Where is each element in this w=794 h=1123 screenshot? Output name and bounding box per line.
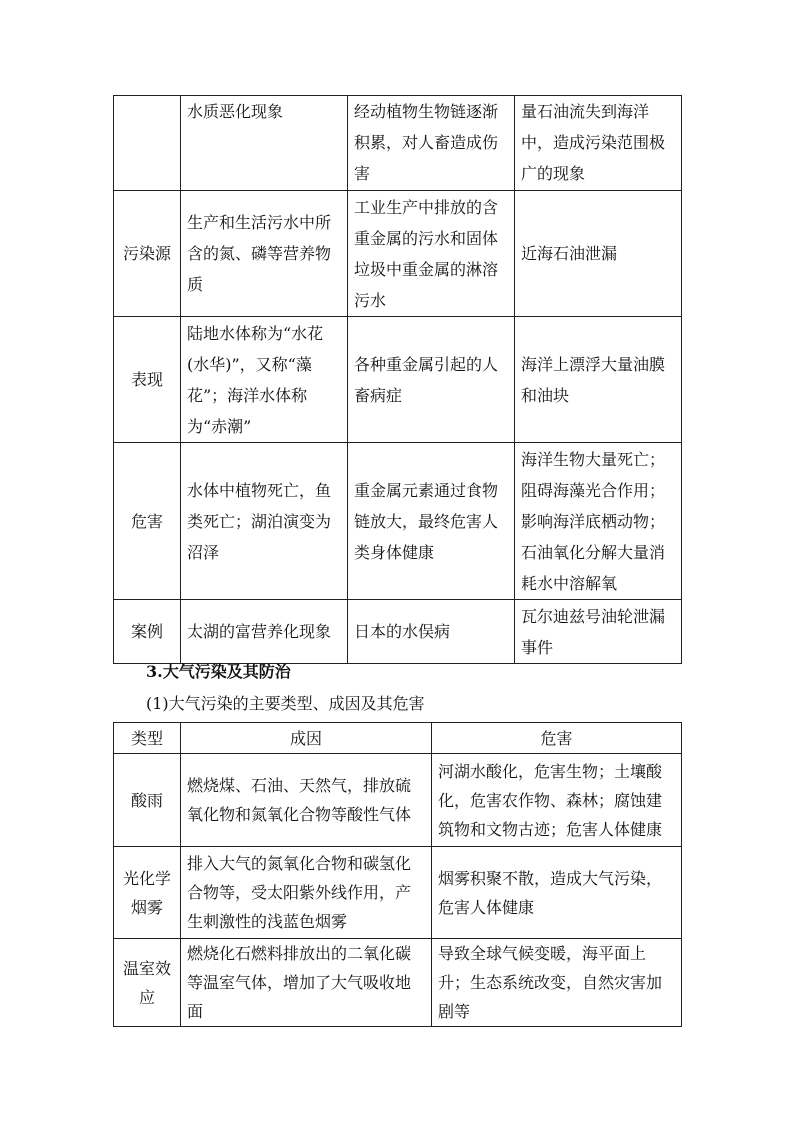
row-label: 危害 — [114, 443, 181, 600]
harm-cell: 导致全球气候变暖，海平面上升；生态系统改变，自然灾害加剧等 — [432, 939, 682, 1027]
heavy-metal-cell: 工业生产中排放的含重金属的污水和固体垃圾中重金属的淋溶污水 — [348, 191, 515, 317]
cause-cell: 燃烧化石燃料排放出的二氧化碳等温室气体，增加了大气吸收地面 — [181, 939, 432, 1027]
row-label: 案例 — [114, 600, 181, 664]
oil-spill-cell: 量石油流失到海洋中，造成污染范围极广的现象 — [515, 96, 682, 191]
harm-cell: 河湖水酸化，危害生物；土壤酸化，危害农作物、森林；腐蚀建筑物和文物古迹；危害人体健康 — [432, 754, 682, 847]
row-label: 表现 — [114, 317, 181, 443]
table-row — [114, 96, 682, 191]
row-label: 温室效应 — [114, 939, 181, 1027]
header-cause: 成因 — [181, 723, 432, 754]
table-row — [114, 317, 682, 443]
oil-spill-cell: 海洋生物大量死亡；阻碍海藻光合作用；影响海洋底栖动物；石油氧化分解大量消耗水中溶解氧 — [515, 443, 682, 600]
eutrophication-cell: 陆地水体称为“水花(水华)”，又称“藻花”；海洋水体称为“赤潮” — [181, 317, 348, 443]
oil-spill-cell: 瓦尔迪兹号油轮泄漏事件 — [515, 600, 682, 664]
table-row — [114, 191, 682, 317]
eutrophication-cell: 太湖的富营养化现象 — [181, 600, 348, 664]
heavy-metal-cell: 各种重金属引起的人畜病症 — [348, 317, 515, 443]
table-row — [114, 754, 682, 847]
row-label: 光化学烟雾 — [114, 847, 181, 939]
table-header-row — [114, 723, 682, 754]
water-pollution-table — [113, 95, 682, 664]
heavy-metal-cell: 日本的水俣病 — [348, 600, 515, 664]
table-row — [114, 939, 682, 1027]
harm-cell: 烟雾积聚不散，造成大气污染，危害人体健康 — [432, 847, 682, 939]
section-heading: 3.大气污染及其防治 — [146, 662, 291, 681]
table-row — [114, 600, 682, 664]
row-label: 污染源 — [114, 191, 181, 317]
header-harm: 危害 — [432, 723, 682, 754]
heavy-metal-cell: 经动植物生物链逐渐积累，对人畜造成伤害 — [348, 96, 515, 191]
air-pollution-table — [113, 722, 682, 1027]
oil-spill-cell: 海洋上漂浮大量油膜和油块 — [515, 317, 682, 443]
table-row — [114, 443, 682, 600]
eutrophication-cell: 水体中植物死亡，鱼类死亡；湖泊演变为沼泽 — [181, 443, 348, 600]
header-type: 类型 — [114, 723, 181, 754]
oil-spill-cell: 近海石油泄漏 — [515, 191, 682, 317]
cause-cell: 燃烧煤、石油、天然气，排放硫氧化物和氮氧化合物等酸性气体 — [181, 754, 432, 847]
subsection-heading: (1)大气污染的主要类型、成因及其危害 — [146, 694, 425, 713]
row-label — [114, 96, 181, 191]
table-row — [114, 847, 682, 939]
cause-cell: 排入大气的氮氧化合物和碳氢化合物等，受太阳紫外线作用，产生刺激性的浅蓝色烟雾 — [181, 847, 432, 939]
heavy-metal-cell: 重金属元素通过食物链放大，最终危害人类身体健康 — [348, 443, 515, 600]
eutrophication-cell: 水质恶化现象 — [181, 96, 348, 191]
eutrophication-cell: 生产和生活污水中所含的氮、磷等营养物质 — [181, 191, 348, 317]
row-label: 酸雨 — [114, 754, 181, 847]
